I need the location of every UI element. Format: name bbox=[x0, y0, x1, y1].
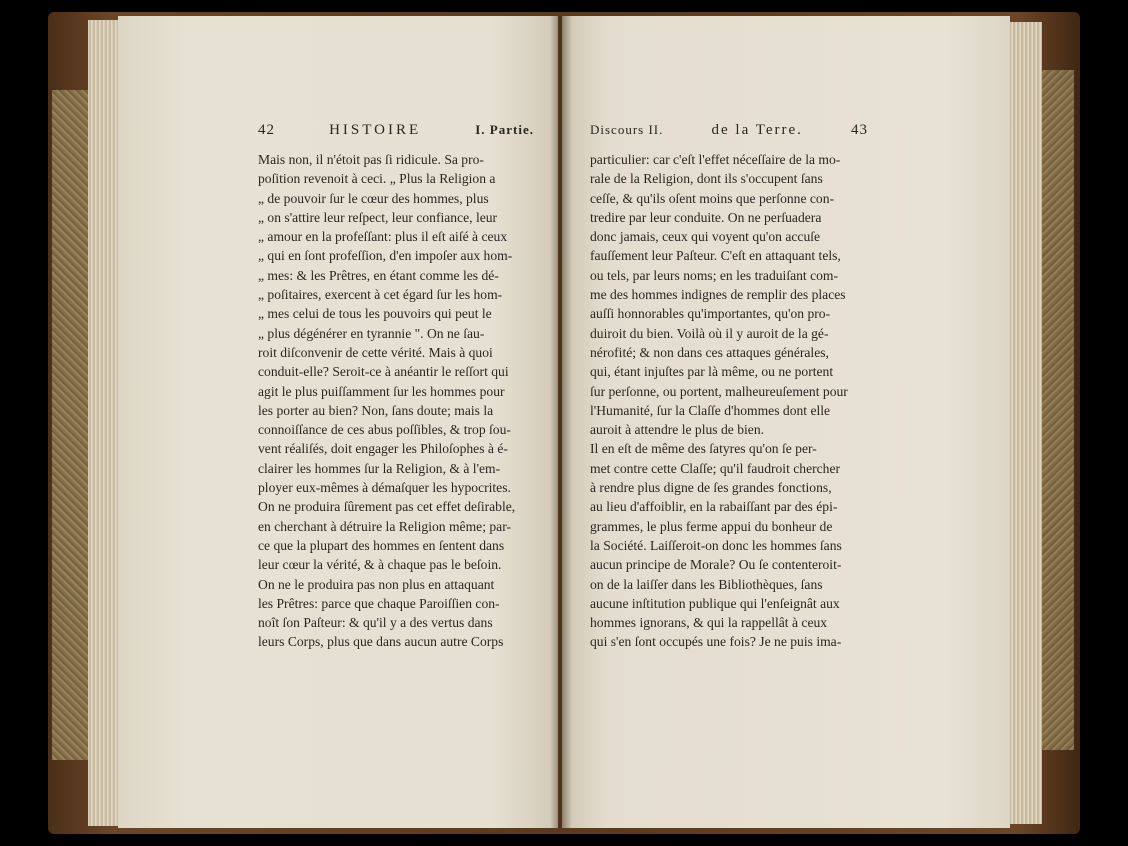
right-running-header bbox=[590, 122, 868, 139]
text-line: roit diſconvenir de cette vérité. Mais à quoi bbox=[258, 344, 493, 360]
right-page-number: 43 bbox=[851, 122, 868, 138]
left-cover-paper bbox=[52, 90, 92, 760]
text-line: Mais non, il n'étoit pas ſi ridicule. Sa pro- bbox=[258, 152, 484, 167]
text-line: à rendre plus digne de ſes grandes fonctions, bbox=[590, 480, 832, 496]
text-line: noît ſon Paſteur: & qu'il y a des vertus dans bbox=[258, 615, 493, 631]
left-page bbox=[118, 16, 558, 828]
text-line: auſſi honnorables qu'importantes, qu'on pro- bbox=[590, 306, 831, 322]
text-line: les porter au bien? Non, ſans doute; mais la bbox=[258, 402, 494, 418]
text-line: la Société. Laiſſeroit-on donc les hommes ſans bbox=[590, 537, 842, 553]
text-line: particulier: car c'eſt l'effet néceſſaire de la mo- bbox=[590, 152, 841, 167]
text-line: clairer les hommes ſur la Religion, & à l'em- bbox=[258, 460, 501, 476]
text-line: en cherchant à détruire la Religion même; par- bbox=[258, 518, 511, 534]
text-line: hommes ignorans, & qui la rappellât à ceux bbox=[590, 615, 828, 631]
text-line: „ on s'attire leur reſpect, leur confiance, leur bbox=[258, 209, 498, 225]
text-line: aucune inſtitution publique qui l'enſeignât aux bbox=[590, 595, 840, 611]
left-page-edges bbox=[88, 20, 122, 826]
left-page-number: 42 bbox=[258, 122, 275, 138]
text-line: „ qui en ſont profeſſion, d'en impoſer aux hom- bbox=[258, 248, 513, 264]
text-line: fauſſement leur Paſteur. C'eſt en attaquant tels, bbox=[590, 248, 841, 264]
right-page bbox=[562, 16, 1010, 828]
text-line: me des hommes indignes de remplir des places bbox=[590, 287, 846, 303]
text-line: les Prêtres: parce que chaque Paroiſſien con- bbox=[258, 595, 500, 611]
text-line: leur cœur la vérité, & à chaque pas le beſoin. bbox=[258, 557, 502, 573]
text-line: ce que la plupart des hommes en ſentent dans bbox=[258, 537, 505, 553]
text-line: „ de pouvoir ſur le cœur des hommes, plus bbox=[258, 190, 489, 206]
text-line: On ne le produira pas non plus en attaquant bbox=[258, 576, 495, 592]
text-line: donc jamais, ceux qui voyent qu'on accuſe bbox=[590, 229, 821, 245]
text-line: nérofité; & non dans ces attaques générales, bbox=[590, 344, 829, 360]
text-line: qui s'en ſont occupés une fois? Je ne puis ima- bbox=[590, 634, 842, 650]
text-line: l'Humanité, ſur la Claſſe d'hommes dont elle bbox=[590, 402, 831, 418]
text-line: conduit-elle? Seroit-ce à anéantir le reſſort qui bbox=[258, 364, 509, 380]
text-line: agit le plus puiſſamment ſur les hommes pour bbox=[258, 383, 505, 399]
text-line: Il en eſt de même des ſatyres qu'on ſe per- bbox=[590, 441, 817, 457]
right-cover-paper bbox=[1040, 70, 1074, 750]
right-header-section: Discours II. bbox=[590, 122, 664, 137]
text-line: au lieu d'affoiblir, en la rabaiſſant par des épi- bbox=[590, 499, 838, 515]
text-line: tredire par leur conduite. On ne perſuadera bbox=[590, 209, 822, 225]
text-line: ployer eux-mêmes à démaſquer les hypocrites. bbox=[258, 480, 511, 496]
text-line: auroit à attendre le plus de bien. bbox=[590, 422, 765, 438]
book-gutter bbox=[550, 16, 572, 828]
text-line: ſur perſonne, ou portent, malheureuſement pour bbox=[590, 383, 848, 399]
text-line: duiroit du bien. Voilà où il y auroit de la gé- bbox=[590, 325, 829, 341]
right-page-edges bbox=[1008, 22, 1042, 824]
text-line: rale de la Religion, dont ils s'occupent ſans bbox=[590, 171, 823, 187]
right-header-title: de la Terre. bbox=[711, 122, 803, 138]
text-line: ceſſe, & qu'ils oſent moins que perſonne con- bbox=[590, 190, 835, 206]
right-page-text bbox=[590, 150, 868, 652]
text-line: „ mes: & les Prêtres, en étant comme les dé- bbox=[258, 267, 499, 283]
text-line: on de la laiſſer dans les Bibliothèques, ſans bbox=[590, 576, 823, 592]
left-header-part: I. Partie. bbox=[475, 122, 534, 137]
left-page-text bbox=[258, 150, 534, 652]
text-line: On ne produira ſûrement pas cet effet deſirable, bbox=[258, 499, 516, 515]
text-line: leurs Corps, plus que dans aucun autre Corps bbox=[258, 634, 504, 650]
text-line: vent réaliſés, doit engager les Philoſophes à é- bbox=[258, 441, 508, 457]
text-line: ou tels, par leurs noms; en les traduiſant com- bbox=[590, 267, 839, 283]
text-line: connoiſſance de ces abus poſſibles, & trop ſou- bbox=[258, 422, 511, 438]
text-line: „ amour en la profeſſant: plus il eſt aiſé à ceux bbox=[258, 229, 508, 245]
left-running-header bbox=[258, 122, 534, 139]
text-line: „ mes celui de tous les pouvoirs qui peut le bbox=[258, 306, 492, 322]
text-line: met contre cette Claſſe; qu'il faudroit chercher bbox=[590, 460, 841, 476]
text-line: aucun principe de Morale? Ou ſe contenteroit- bbox=[590, 557, 842, 573]
left-header-title: HISTOIRE bbox=[329, 122, 422, 138]
text-line: „ plus dégénérer en tyrannie ". On ne ſau- bbox=[258, 325, 485, 341]
text-line: poſition revenoit à ceci. „ Plus la Religion a bbox=[258, 171, 496, 187]
text-line: „ poſitaires, exercent à cet égard ſur les hom- bbox=[258, 287, 503, 303]
text-line: qui, étant injuſtes par là même, ou ne portent bbox=[590, 364, 834, 380]
text-line: grammes, le plus ferme appui du bonheur de bbox=[590, 518, 833, 534]
